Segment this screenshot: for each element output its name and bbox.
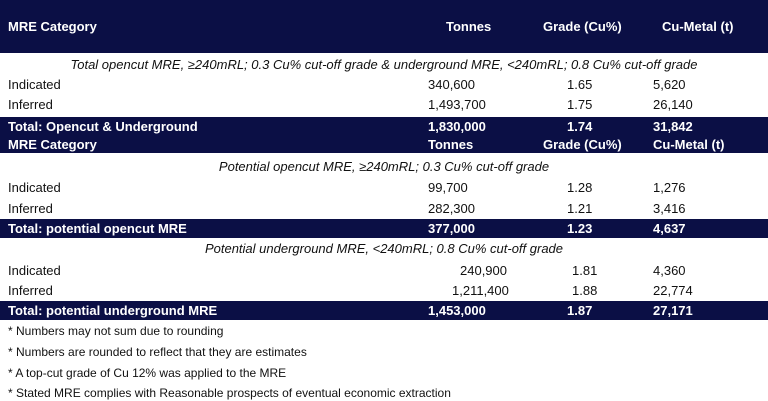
total-grade: 1.23 (567, 221, 593, 236)
total-row-2 (0, 219, 768, 238)
section-caption-3: Potential underground MRE, <240mRL; 0.8 Cu% cut-off grade (204, 241, 564, 256)
row-metal: 26,140 (653, 97, 693, 112)
total-grade: 1.74 (567, 119, 593, 134)
row-grade: 1.28 (567, 180, 593, 195)
row-metal: 4,360 (653, 263, 686, 278)
total-row-3 (0, 301, 768, 320)
total-category: Total: Opencut & Underground (8, 119, 198, 134)
total-metal: 4,637 (653, 221, 686, 236)
header-tonnes: Tonnes (428, 137, 474, 152)
table-row (0, 201, 768, 221)
header-metal: Cu-Metal (t) (653, 137, 725, 152)
header-category: MRE Category (8, 19, 97, 34)
table-row (0, 180, 768, 200)
row-grade: 1.21 (567, 201, 593, 216)
row-category: Indicated (8, 263, 61, 278)
row-category: Inferred (8, 283, 53, 298)
header-grade: Grade (Cu%) (543, 137, 622, 152)
table-row (0, 283, 768, 303)
row-tonnes: 1,211,400 (452, 283, 509, 298)
row-metal: 22,774 (653, 283, 693, 298)
row-tonnes: 282,300 (428, 201, 475, 216)
row-category: Inferred (8, 97, 53, 112)
total-grade: 1.87 (567, 303, 593, 318)
row-grade: 1.75 (567, 97, 593, 112)
row-metal: 3,416 (653, 201, 686, 216)
footnote: * Numbers are rounded to reflect that they are estimates (8, 345, 307, 359)
row-tonnes: 340,600 (428, 77, 475, 92)
total-category: Total: potential underground MRE (8, 303, 218, 318)
table-header-1 (0, 0, 768, 53)
header-category: MRE Category (8, 137, 97, 152)
table-row (0, 77, 768, 97)
total-metal: 27,171 (653, 303, 693, 318)
total-tonnes: 1,830,000 (428, 119, 486, 134)
footnote: * A top-cut grade of Cu 12% was applied to the MRE (8, 366, 287, 380)
row-grade: 1.81 (572, 263, 598, 278)
footnote: * Stated MRE complies with Reasonable prospects of eventual economic extraction (8, 386, 451, 400)
row-grade: 1.65 (567, 77, 593, 92)
section-caption-2: Potential opencut MRE, ≥240mRL; 0.3 Cu% cut-off grade (218, 159, 550, 174)
total-metal: 31,842 (653, 119, 693, 134)
total-category: Total: potential opencut MRE (8, 221, 187, 236)
row-tonnes: 240,900 (460, 263, 507, 278)
row-tonnes: 99,700 (428, 180, 468, 195)
row-category: Inferred (8, 201, 53, 216)
row-metal: 5,620 (653, 77, 686, 92)
header-tonnes: Tonnes (446, 19, 492, 34)
header-grade: Grade (Cu%) (543, 19, 622, 34)
section-caption-1: Total opencut MRE, ≥240mRL; 0.3 Cu% cut-off grade & underground MRE, <240mRL; 0.8 Cu% cut-off grade (70, 57, 698, 72)
total-tonnes: 1,453,000 (428, 303, 486, 318)
total-row-1 (0, 117, 768, 153)
row-category: Indicated (8, 180, 61, 195)
row-tonnes: 1,493,700 (428, 97, 486, 112)
table-row (0, 263, 768, 283)
row-category: Indicated (8, 77, 61, 92)
total-tonnes: 377,000 (428, 221, 475, 236)
row-grade: 1.88 (572, 283, 598, 298)
row-metal: 1,276 (653, 180, 686, 195)
footnote: * Numbers may not sum due to rounding (8, 324, 224, 338)
header-metal: Cu-Metal (t) (662, 19, 734, 34)
table-row (0, 97, 768, 117)
